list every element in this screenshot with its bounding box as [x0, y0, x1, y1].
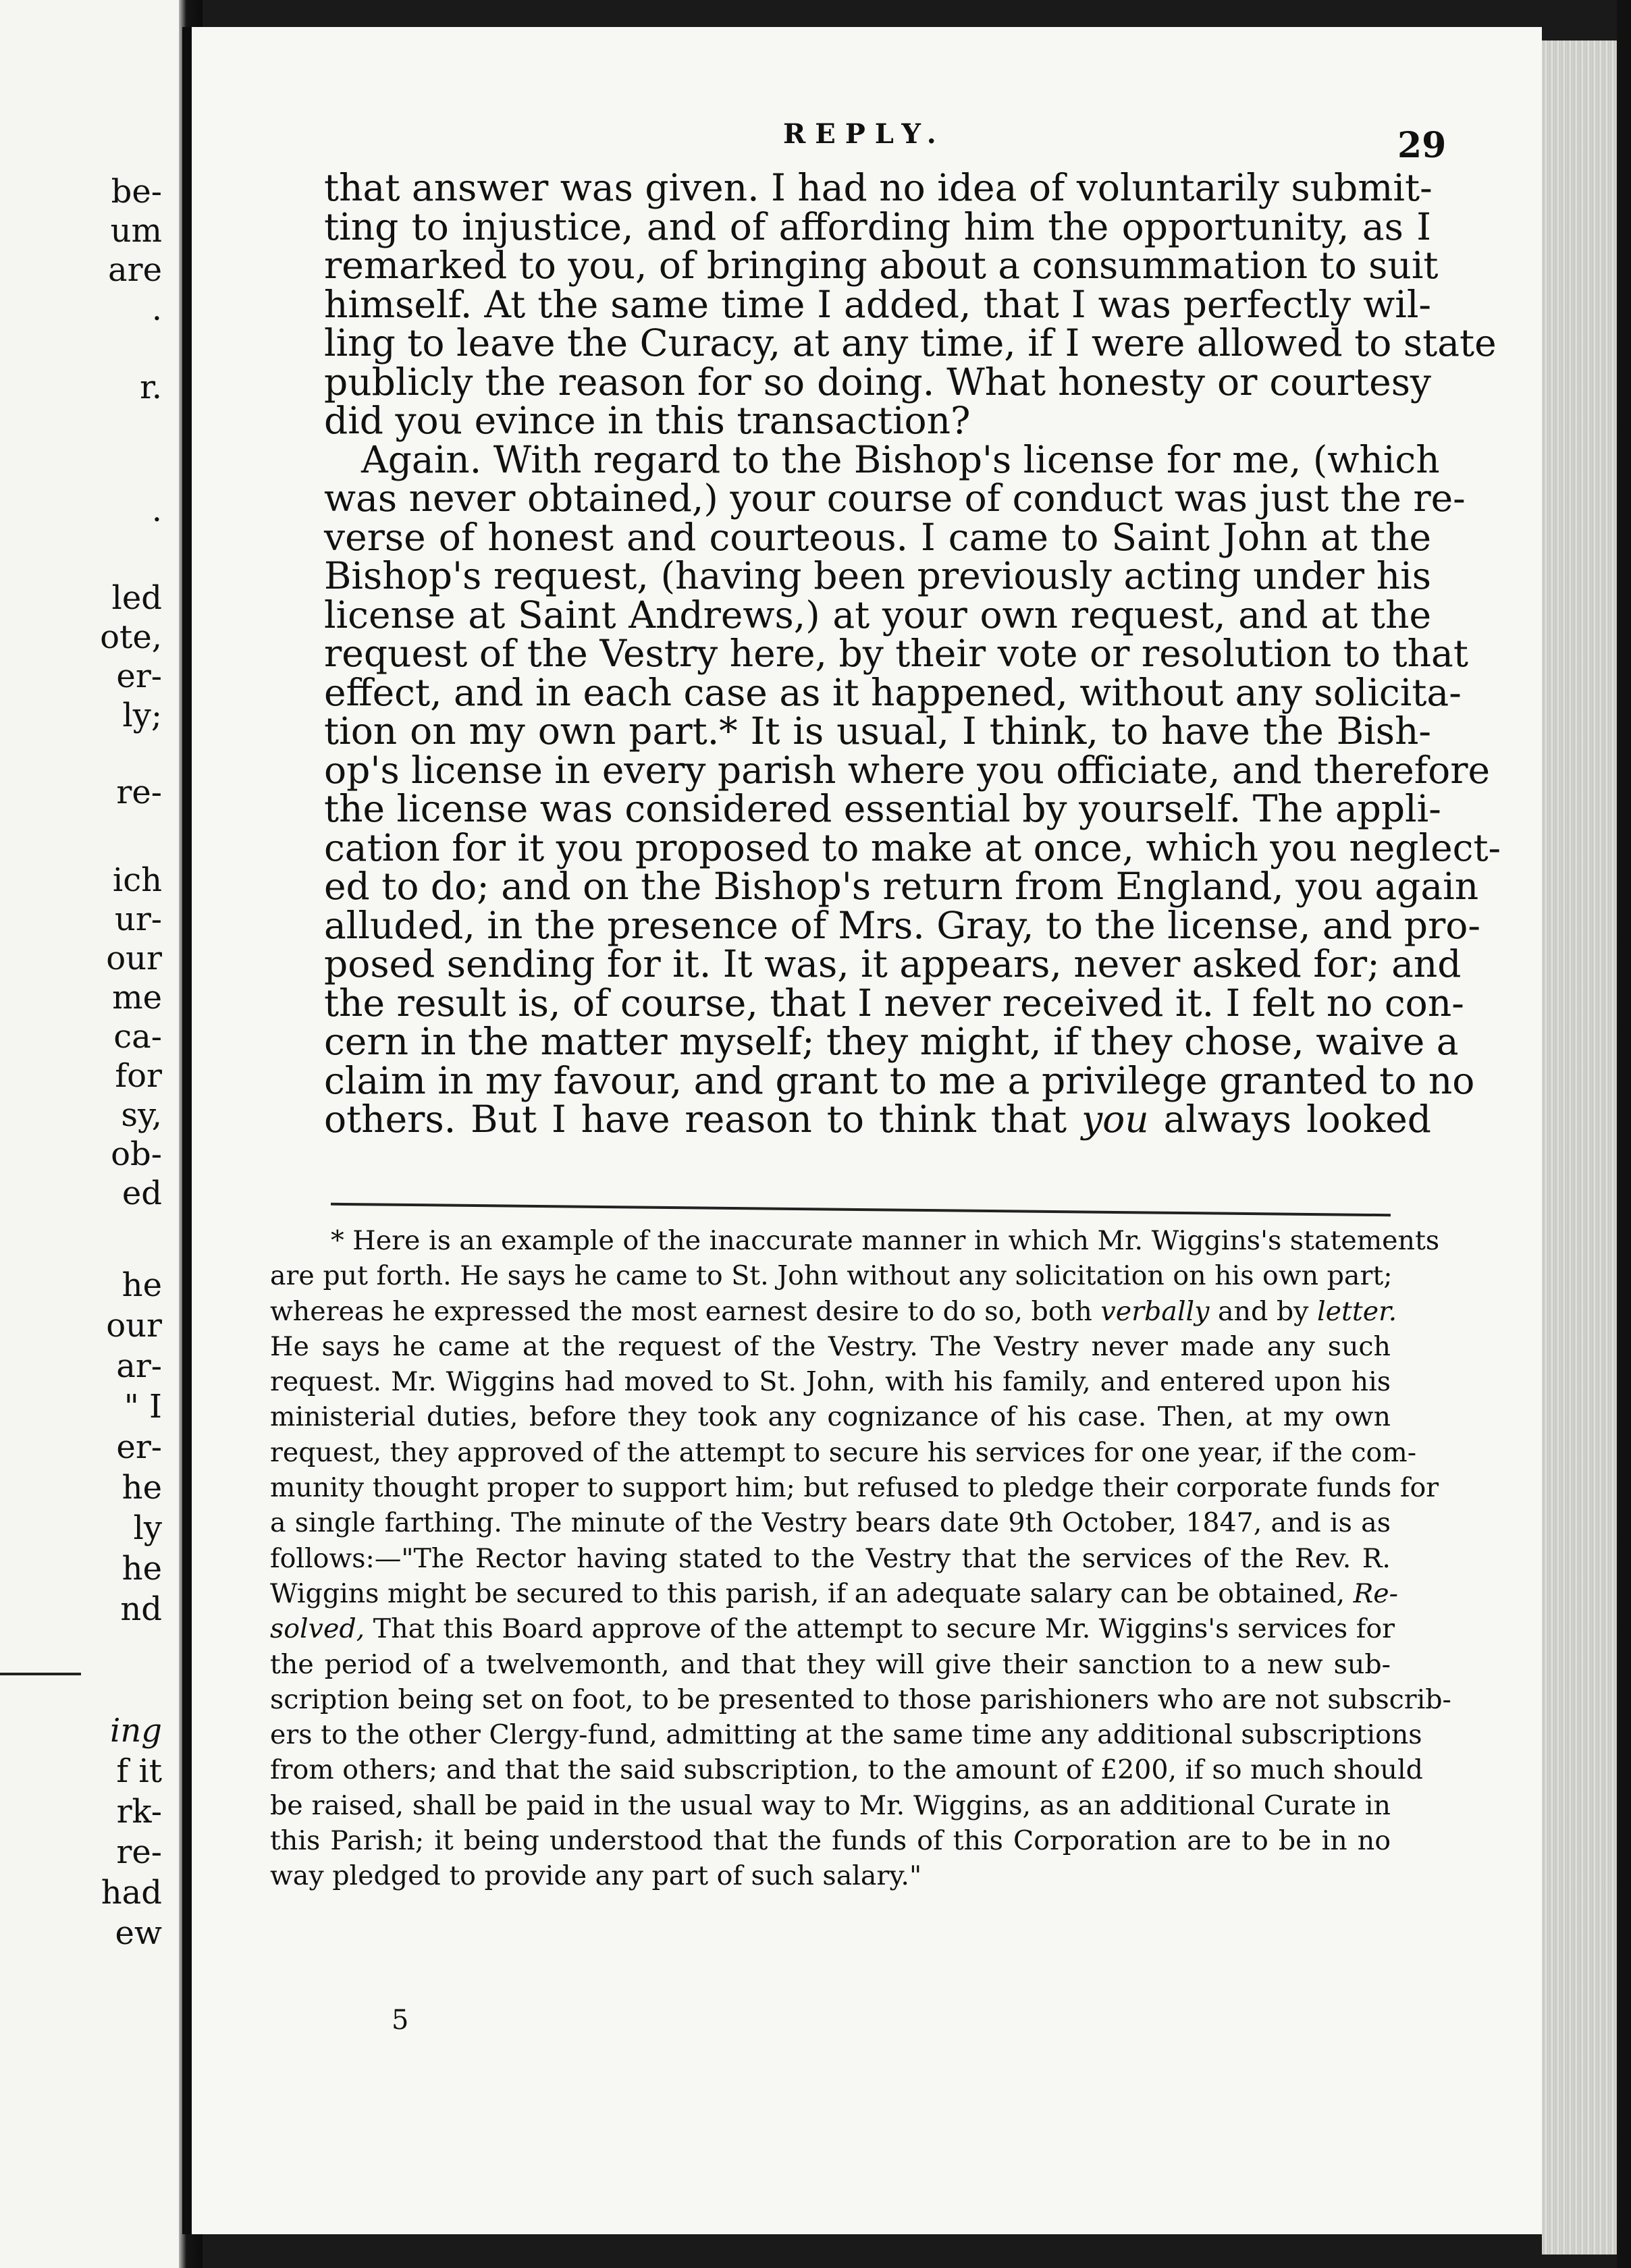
facing-page-line: .: [151, 491, 162, 529]
body-line: cation for it you proposed to make at once, which you neglect-: [324, 826, 1501, 869]
facing-page-line: ly;: [122, 697, 162, 734]
footnote-line-segment: whereas he expressed the most earnest desire to do so, both: [270, 1295, 1092, 1327]
footnote-line: scription being set on foot, to be presented to those parishioners who are not subscrib-: [270, 1683, 1451, 1715]
body-line: posed sending for it. It was, it appears, never asked for; and: [324, 942, 1462, 986]
facing-page-line: ca-: [113, 1018, 162, 1056]
signature-marker: 5: [392, 2005, 409, 2036]
footnote-line-segment: and by: [1217, 1295, 1309, 1327]
facing-page-line: ly: [133, 1509, 162, 1547]
facing-page-line: are: [108, 251, 162, 289]
facing-page-line: sy,: [121, 1096, 162, 1134]
facing-page-line: f it: [116, 1752, 162, 1790]
body-line: the result is, of course, that I never received it. I felt no con-: [324, 981, 1464, 1025]
scan-border: [1617, 0, 1631, 2268]
facing-page-line: ew: [115, 1914, 162, 1952]
facing-page-line: er-: [116, 657, 162, 695]
footnote-emphasis: solved,: [270, 1613, 365, 1645]
footnote: [270, 1223, 1451, 1894]
facing-page-line: ich: [112, 861, 162, 899]
body-line: the license was considered essential by yourself. The appli-: [324, 787, 1441, 830]
body-line: request of the Vestry here, by their vote or resolution to that: [324, 632, 1468, 675]
facing-page-line: he: [122, 1469, 162, 1507]
footnote-line-segment: That this Board approve of the attempt to secure Mr. Wiggins's services for: [373, 1613, 1395, 1645]
footnote-emphasis: Re-: [1353, 1577, 1399, 1609]
footnote-line: ers to the other Clergy-fund, admitting at the same time any additional subscriptions: [270, 1719, 1422, 1751]
facing-page-line: er-: [116, 1428, 162, 1466]
footnote-line: [270, 1611, 1395, 1646]
facing-page-line: re-: [116, 774, 162, 811]
body-line: effect, and in each case as it happened, without any solicita-: [324, 670, 1462, 714]
body-line: did you evince in this transaction?: [324, 399, 971, 442]
body-line-segment: always looked: [1163, 1098, 1431, 1141]
body-line: that answer was given. I had no idea of voluntarily submit-: [324, 166, 1433, 209]
facing-page-line: ing: [110, 1712, 162, 1750]
body-line: claim in my favour, and grant to me a privilege granted to no: [324, 1058, 1475, 1102]
facing-page-fragment: [0, 0, 179, 2268]
facing-page-line: our: [106, 940, 162, 977]
facing-page-line: ote,: [100, 618, 162, 656]
body-line: license at Saint Andrews,) at your own request, and at the: [324, 593, 1431, 637]
facing-page-line: r.: [140, 369, 162, 406]
body-line-emphasis: you: [1081, 1098, 1149, 1141]
facing-page-line: " I: [124, 1388, 162, 1426]
facing-page-line: had: [101, 1874, 162, 1912]
footnote-line: be raised, shall be paid in the usual way to Mr. Wiggins, as an additional Curate in: [270, 1789, 1391, 1821]
body-line-segment: others. But I have reason to think that: [324, 1098, 1067, 1141]
footnote-line: from others; and that the said subscription, to the amount of £200, if so much should: [270, 1754, 1423, 1786]
body-line: Bishop's request, (having been previously acting under his: [324, 554, 1431, 597]
body-line: verse of honest and courteous. I came to Saint John at the: [324, 515, 1431, 559]
body-line: cern in the matter myself; they might, if they chose, waive a: [324, 1020, 1459, 1063]
footnote-emphasis: verbally: [1100, 1295, 1210, 1327]
facing-page-line: he: [122, 1266, 162, 1304]
facing-page-line: .: [151, 290, 162, 328]
body-line: ed to do; and on the Bishop's return from England, you again: [324, 865, 1479, 908]
body-line: op's license in every parish where you officiate, and therefore: [324, 748, 1491, 792]
facing-page-line: led: [111, 579, 162, 617]
facing-page-line: ed: [122, 1174, 162, 1212]
body-line: tion on my own part.* It is usual, I think, to have the Bish-: [324, 709, 1431, 753]
footnote-line: [270, 1294, 1397, 1329]
facing-page-line: be-: [111, 173, 162, 211]
facing-page-line: rk-: [116, 1793, 162, 1831]
body-line: himself. At the same time I added, that I was perfectly wil-: [324, 282, 1431, 326]
facing-page-line: ar-: [116, 1347, 162, 1385]
body-line: Again. With regard to the Bishop's license for me, (which: [361, 437, 1440, 481]
body-line: ling to leave the Curacy, at any time, if I were allowed to state: [324, 321, 1497, 364]
page-number: 29: [1397, 125, 1447, 166]
footnote-line: munity thought proper to support him; but refused to pledge their corporate funds for: [270, 1472, 1439, 1504]
facing-page-line: me: [112, 979, 162, 1017]
facing-page-line: um: [110, 212, 162, 250]
footnote-line-segment: Wiggins might be secured to this parish, if an adequate salary can be obtained,: [270, 1577, 1345, 1609]
footnote-emphasis: letter.: [1316, 1295, 1397, 1327]
running-head: REPLY.: [783, 118, 946, 150]
facing-page-line: for: [115, 1057, 162, 1095]
body-line: ting to injustice, and of affording him the opportunity, as I: [324, 205, 1431, 248]
facing-page-line: ob-: [111, 1135, 162, 1173]
footnote-line: a single farthing. The minute of the Vestry bears date 9th October, 1847, and is as: [270, 1507, 1391, 1539]
footnote-line: [270, 1576, 1399, 1611]
facing-page-line: nd: [120, 1590, 162, 1628]
body-line: remarked to you, of bringing about a consummation to suit: [324, 244, 1439, 287]
body-line: [324, 1100, 1431, 1139]
footnote-line: way pledged to provide any part of such salary.": [270, 1860, 922, 1892]
footnote-line: are put forth. He says he came to St. John without any solicitation on his own part;: [270, 1260, 1393, 1292]
facing-page-line: he: [122, 1550, 162, 1588]
facing-page-line: re-: [116, 1833, 162, 1871]
body-line: publicly the reason for so doing. What honesty or courtesy: [324, 360, 1431, 404]
body-line: was never obtained,) your course of conduct was just the re-: [324, 477, 1466, 520]
facing-page-line: our: [106, 1307, 162, 1345]
footnote-line: the period of a twelvemonth, and that they will give their sanction to a new sub-: [270, 1648, 1391, 1680]
footnote-line: follows:—"The Rector having stated to the Vestry that the services of the Rev. R.: [270, 1542, 1391, 1574]
footnote-line: request, they approved of the attempt to secure his services for one year, if the com-: [270, 1436, 1417, 1468]
facing-page-rule: [0, 1673, 81, 1675]
body-line: alluded, in the presence of Mrs. Gray, to the license, and pro-: [324, 903, 1481, 947]
body-text: [324, 166, 1501, 1141]
facing-page-line: ur-: [114, 900, 162, 938]
footnote-line: He says he came at the request of the Vestry. The Vestry never made any such: [270, 1330, 1391, 1362]
footnote-line: this Parish; it being understood that the funds of this Corporation are to be in no: [270, 1825, 1391, 1857]
footnote-line: request. Mr. Wiggins had moved to St. John, with his family, and entered upon his: [270, 1366, 1391, 1398]
footnote-line: ministerial duties, before they took any cognizance of his case. Then, at my own: [270, 1401, 1391, 1433]
footnote-line: * Here is an example of the inaccurate manner in which Mr. Wiggins's statements: [331, 1225, 1440, 1256]
